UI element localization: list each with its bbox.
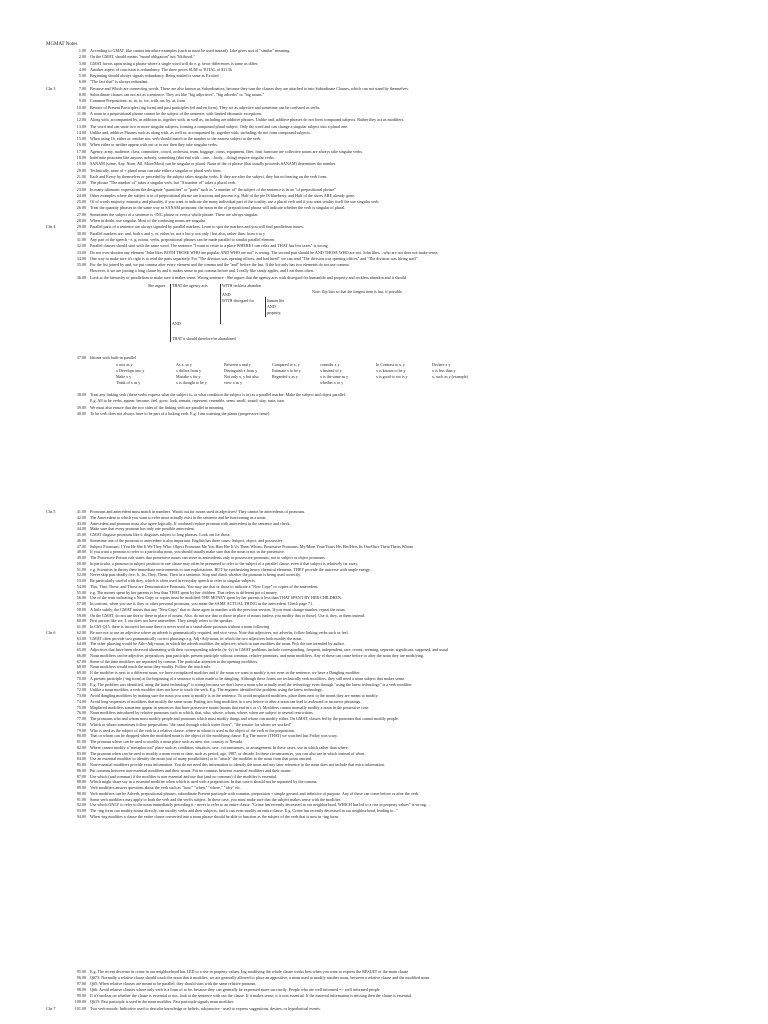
note-number: 55.00	[76, 589, 86, 595]
note-text: Treat the quantity phrases in the same way as SANAM pronouns: the noun in the of prepositional phrase will indicate whether the verb is singular of plural.	[90, 205, 346, 211]
note-text: A present participle (-ing form) at the beginning of a sentence is often made to be dangling. Although these forms are technically verb modifiers, they still need a noun subject that makes sense.	[90, 675, 406, 681]
note-number: 20.00	[76, 167, 86, 173]
note-number: 39.00	[76, 404, 86, 410]
note-number: 90.00	[76, 790, 86, 796]
note-text: Some of the time modifiers are separated by comma. The particular attention to the opening modifiers.	[90, 658, 259, 664]
idiom-cell: Make x y	[116, 374, 132, 379]
note-number: 52.00	[76, 572, 86, 578]
idiom-cell: Estimate x to be y	[272, 368, 301, 373]
note-number: 72.00	[76, 687, 86, 693]
note-text: Two verb moods: Indicative used to describe knowledge or beliefs, subjunctive - used to express suggestions, desires, or hypothetical events.	[90, 1005, 321, 1011]
idiom-cell: view x as y	[224, 380, 243, 385]
note-text: The other phrasing would be Adv+Adj+noun, in which the adverb modifies the adjective, which in turn modifies the noun. Pick the one intended by author.	[90, 641, 345, 647]
idiom-cell: x instead of y	[320, 368, 342, 373]
idiom-cell: Declare x y	[432, 362, 451, 367]
chapter-label: Chs 5	[46, 509, 56, 514]
note-text: E.g. All to be verbs, appear, become, feel, grow, look, remain, represent, resemble, seem, smell, sound, stay, taste, turn	[90, 398, 284, 404]
note-text: Put commas between non-essential modifiers and their nouns. Put no commas between essential modifiers and their nouns.	[90, 767, 292, 773]
notes-section-1b	[0, 392, 768, 417]
note-text: Beware of Present Participles (ing form) and past participles (ed and en form). They act as adjective and sometime can be confused as verbs.	[90, 104, 321, 110]
note-number: 32.00	[76, 243, 86, 249]
note-text: Because and Which are connecting words. These are also known as Subordinators, because they turn the clauses they are attached to into Subordinate Clauses, which can not stand by themselves.	[90, 85, 409, 91]
idiom-cell: whether x or y	[320, 380, 344, 385]
note-text: Who is used as the subject of the verb in a relative clause, where as whom is used as the object of the verb or the preposition.	[90, 727, 295, 733]
note-text: Indefinite pronouns like anyone, nobody, something (that end with ...one, ...body, ...thing) require singular verbs.	[90, 155, 275, 161]
note-number: 46.00	[76, 537, 86, 543]
note-number: 73.00	[76, 693, 86, 698]
note-number: 25.00	[76, 199, 86, 205]
note-number: 10.00	[76, 104, 86, 110]
sketch-property: property,	[267, 310, 282, 315]
note-text: The pronouns who and whom must modify people and pronouns which must modify things and whose can modify either. On GMAT, classes led by the pronouns that cannot modify people.	[90, 716, 399, 721]
note-number: 61.00	[76, 624, 86, 629]
note-number: 44.00	[76, 526, 86, 532]
note-text: We must also ensure that the two sides of the linking verb are parallel in meaning.	[90, 404, 225, 410]
note-number: 28.00	[76, 218, 86, 224]
note-number: 31.00	[76, 236, 86, 242]
idiom-cell: Compared to x, y	[272, 362, 300, 367]
note-number: 67.00	[76, 658, 86, 664]
note-text: When using Or, either or, neither nor, verb should match in the number to the nearest subject to the verb.	[90, 136, 262, 142]
note-number: 16.00	[76, 142, 86, 148]
note-number: 4.00	[78, 66, 86, 72]
idiom-cell: x differs from y	[176, 368, 202, 373]
note-number: 41.00	[76, 509, 86, 514]
note-text: Parallel parts of a sentence are always signaled by parallel markers. Learn to spot the markers and you will find parallelism issues.	[90, 224, 304, 230]
note-text: Use which ONLY to refer to the noun immediately preceding it - never to refer to an entire clause. "Crime has recently decreased in our neighborhood, WHICH has led to a rise in property values" is wrong.	[90, 802, 427, 808]
note-text: Of of words majority, minority, and plurality, if you want to indicate the many individual part of the totality, use a plural verb and if you want totality itself the use singular verb.	[90, 199, 380, 205]
note-text: Do not over-shorten any element "John likes BOTH THOSE WHO are popular AND WHO are not" is wrong. The second part should be AND THOSE WHO are not. John likes... who are not does not make sense.	[90, 249, 439, 255]
note-text: Any part of the speech - e. g. nouns, verbs, prepositional phrases can be made parallel to similar parallel element.	[90, 236, 276, 242]
note-number: 56.00	[76, 595, 86, 601]
note-text: Avoid dangling modifiers by making sure the noun you want to modify is in the sentence. To avoid misplaced modifiers, place them next to the nouns they are meant to modify.	[90, 693, 379, 698]
note-text: Noun modifiers can be adjective, preposition, past participle, present participle without commas, relative pronouns, and noun modifiers. Any of these can come before or after the noun they are modifying.	[90, 652, 424, 658]
note-number: 26.00	[76, 205, 86, 211]
note-text: Use an essential modifier to identify the noun (out of many possibilities) or to "attach" the modifier to the noun from that point onward.	[90, 756, 313, 762]
note-text: GMAT often provide two grammatically correct phrasings e.g. Adj+Adj+noun, in which the two adjectives both modify the noun.	[90, 635, 303, 641]
note-text: The Antecedent to which you want to refer must actually exist in the sentence and be functioning as a noun.	[90, 514, 267, 520]
note-number: 82.00	[76, 744, 86, 750]
note-text: Misplaced modifiers sometime appear in sentences that have possessive nouns (nouns that end in s or s'). Modifiers cannot normally modify a noun in the possessive case.	[90, 704, 370, 710]
sketch-note: Note: flip lists so that the longest item is last, if possible.	[312, 289, 403, 294]
note-number: 97.00	[76, 981, 86, 987]
note-number: 64.00	[76, 641, 86, 647]
note-text: Which or whom sometimes follow prepositions "the canal through which water flows", "the senator for whom we worked"	[90, 721, 292, 727]
note-number: 77.00	[76, 716, 86, 721]
note-text: The phrase "The number of" takes a singular verb, but "A number of" takes a plural verb.	[90, 180, 237, 186]
notes-section-3	[0, 969, 768, 1012]
note-number: 18.00	[76, 155, 86, 161]
note-text: Sometime one of the pronoun or antecedent is also important. English has three cases: Subject, object, and possessive.	[90, 537, 284, 543]
note-number: 9.00	[78, 98, 86, 104]
note-number: 2.00	[78, 54, 86, 60]
idiom-cell: Distinguish x from y	[224, 368, 258, 373]
note-number: 89.00	[76, 785, 86, 790]
note-number: 45.00	[76, 532, 86, 537]
note-text: When either or neither appear with out or or nor then they take singular verbs.	[90, 142, 218, 148]
note-text: Q#6: Avoid relative clauses where only verb is a form of to be, because they can generally be expressed more succinctly. People who are well informed => well informed people	[90, 987, 380, 993]
note-text: Q#15: Past participle is used in the noun modifier. Past participle signals noun modifier.	[90, 999, 235, 1005]
note-number: 57.00	[76, 601, 86, 606]
note-row	[0, 275, 768, 281]
note-text: If you want a pronoun to refer to a particular noun, you should usually make sure that the noun is not in the possessive.	[90, 549, 285, 555]
note-number: 54.00	[76, 583, 86, 589]
note-text: Some verb modifiers may apply to both the verb and the verb's subject. In these case, you must make sure that the subject makes sense with the modifier.	[90, 796, 341, 802]
note-text: e.g. The money spent by her parents is less than THAT spent by her children. That refers to different pot of money.	[90, 589, 278, 595]
note-text: According to GMAT, like cannot introduce examples (such as must be used instead). Like gives sort of "similar" meaning.	[90, 48, 291, 53]
note-text: Q#73: Normally a relative clause should touch the noun that it modifies, we are generally allowed to place an appositive, a noun used to modify another noun, between a relative clause and the modified noun.	[90, 975, 431, 981]
note-text: Q#5: When relative clauses are meant to be parallel, they should start with the same relative pronoun.	[90, 981, 257, 987]
note-number: 79.00	[76, 727, 86, 733]
note-number: 7.00	[78, 85, 86, 91]
chapter-label: Chs 3	[46, 85, 56, 91]
note-text: Look at the hierarchy of parallelism to make sure it makes sense. Wrong sentence : She argues that the agency acts with disregard for humanlife and property and reckless abandon and it should	[90, 274, 406, 280]
note-text: The -ing form can modify nouns directly, can modify verbs and their subjects, and it can even modify an entire clause. E.g. Crime has recently decreased in our neighborhood, leading to..."	[90, 808, 399, 813]
note-text: When in doubt, use singular. Most of the confusing nouns are singular.	[90, 218, 206, 224]
sketch-with-1: WITH reckless abandon	[222, 283, 261, 288]
sketch-bracket-3	[170, 284, 171, 342]
idiom-cell: Think of x as y	[116, 380, 141, 385]
sketch-that: THAT the agency acts	[172, 283, 208, 288]
note-text: Use of the term indicating a New Copy or copies must be modified. THE MONEY spent by her parents is less than THAT SPENT BY HER CHILDREN.	[90, 595, 342, 601]
note-number: 63.00	[76, 635, 86, 641]
note-number: 100.00	[74, 999, 86, 1005]
idiom-cell: Regarded x as y	[272, 374, 298, 379]
note-number: 80.00	[76, 733, 86, 739]
note-number: 24.00	[76, 192, 86, 198]
note-number: 15.00	[76, 136, 86, 142]
idiom-cell: x is good to too is y	[376, 374, 408, 379]
idiom-cell: x acts as y	[116, 362, 133, 367]
note-text: Non-essential modifiers provide extra information. You do not need this information to identify the noun and any later reference to the noun does not include that extra information.	[90, 762, 385, 767]
note-number: 14.00	[76, 129, 86, 135]
chapter-label: Chs 7	[46, 1005, 56, 1011]
note-number: 30.00	[76, 230, 86, 236]
note-number: 91.00	[76, 796, 86, 802]
note-number: 38.00	[76, 392, 86, 397]
idiom-cell: x is known to be y	[376, 368, 406, 373]
note-number: 22.00	[76, 180, 86, 186]
note-number: 86.00	[76, 767, 86, 773]
note-number: 3.00	[78, 60, 86, 66]
idiom-cell: In Contrast to x, y	[376, 362, 405, 367]
note-text: Unlike and, additive Phrases such as along with, as well as, accompanied by, together with, including, do not form compound subjects.	[90, 129, 311, 135]
idiom-cell: x is thought to be y	[176, 380, 207, 385]
chapter-label: Chs 4	[46, 224, 56, 230]
note-number: 51.00	[76, 566, 86, 572]
note-number: 83.00	[76, 750, 86, 756]
note-number: 21.00	[76, 173, 86, 179]
note-number: 99.00	[76, 993, 86, 999]
note-text: Parallel markers are: and, both x and y, or, either/or, not x but y, not only / but also, rather than, from x to y	[90, 230, 266, 236]
note-number: 42.00	[76, 514, 86, 520]
note-text: Another aspect of concision is redundancy. The three prices SUM to TOTAL of $11.5k	[90, 66, 233, 72]
sketch-that-2: THAT it should therefore be abandoned	[172, 336, 236, 341]
note-text: Unlike a noun modifier, a verb modifier does not have to touch the verb. E.g. The engineer identified the problem, using the latest technology.	[90, 687, 323, 693]
note-text: When -ing modifies a clause the entire clause converted into a noun phrase should be able to function as the subject of the verb that is now in -ing form.	[90, 813, 339, 819]
note-text: GMAT disguise pronouns like it disguises subject to long phrases. Look out for those.	[90, 532, 231, 537]
note-text: GMAT favors upon using a phrase where a single word will do e. g. favor differences is same as differ.	[90, 60, 259, 66]
note-text: One way to make sure it's right is to read the parts separately. For "The division was opening offices, and had hired" we can read "The division was opening offices" and "The division was hiring staff"	[90, 255, 418, 261]
note-number: 65.00	[76, 647, 86, 652]
note-text: Never skip past deadly five: It, Its, They, Them, Their in a sentence. Stop and check whether the pronoun is being used correctly.	[90, 572, 301, 578]
note-number: 50.00	[76, 560, 86, 566]
note-number: 81.00	[76, 739, 86, 744]
note-text: On the GMAT, do not use this or these in place of nouns. Also, do not use that or those in place of nouns (unless you modify that or those). Use it, they, or them instead.	[90, 612, 366, 618]
sketch-with-2: WITH disregard for	[222, 298, 254, 303]
note-text: To be verb does not always have to be part of a linking verb. E.g. I am watering the plants (progressive tense)	[90, 410, 270, 416]
note-number: 78.00	[76, 721, 86, 727]
note-number: 60.00	[76, 618, 86, 624]
note-text: Where cannot modify a "metaphorical" place such as condition, situation, case, circumstances, or arrangement. In these cases, use in which rather than where.	[90, 744, 349, 750]
note-text: Other examples where the subject is in of prepositional phrase are fractions and percent e.g. Half of the pie IS blueberry, and Half of the shoes ARE already gone.	[90, 192, 356, 198]
sketch-and-3: AND	[172, 321, 181, 326]
note-text: If the modifier is next to a different noun, we have a misplaced modifier and if the noun we want to modify is not even in the sentence, we have a Dangling modifier.	[90, 670, 361, 675]
note-number: 53.00	[76, 578, 86, 583]
note-text: The pronoun where can be used to modify a noun place such as area, site, country or Nevada.	[90, 739, 244, 744]
idiom-cell: As x, so y	[176, 362, 193, 367]
note-number: 35.00	[76, 262, 86, 268]
note-text: Subject Pronouns: I You He She It We They Who; Object Pronouns Me You Him Her It Us Them Whom; Possessive Pronouns: My/Mine Your/Yours His Her/Hers Its Our/Ours Their/Theirs Whose	[90, 543, 414, 549]
note-number: 47.00	[76, 543, 86, 549]
notes-section-2	[0, 509, 768, 820]
note-text: First person like we, I, our does not have antecedent. They simply refers to the speaker.	[90, 618, 233, 624]
document-title: MGMAT Notes	[46, 42, 78, 47]
note-text: Noun modifiers would touch the noun they modify. Follow the touch rule.	[90, 664, 212, 670]
note-number: 75.00	[76, 704, 86, 710]
note-number: 96.00	[76, 975, 86, 981]
note-number: 98.00	[76, 987, 86, 993]
note-text: The pronoun when can be used to modify a noun event or time, such as period, age, 1987, or decade. In these circumstances, you can also use in which instead of when.	[90, 750, 366, 756]
note-number: 49.00	[76, 555, 86, 560]
note-text: In many idiomatic expressions the designate "quantities" or "parts" such as "a number of" the subject of the sentence is in an "of prepositional phrase"	[90, 186, 336, 192]
sketch-and-2: AND	[267, 304, 276, 309]
note-text: If it's unclear on whether the clause is essential or not, look at the sentence with out the clause. If it makes sense, it is non essential. If the material information is missing then the clause is essential.	[90, 993, 413, 999]
note-number: 68.00	[76, 664, 86, 670]
note-number: 94.00	[76, 813, 86, 819]
note-text: Pronouns and antecedent must match in numbers. Watch out for nouns used as adjectives! They cannot be antecedents of pronouns.	[90, 509, 306, 514]
idioms-heading-number: 37.00	[76, 355, 86, 360]
chapter-label: Chs 6	[46, 629, 56, 635]
note-number: 58.00	[76, 606, 86, 612]
note-text: The word and can unite two or more singular subjects, forming a compound plural subject. Only the word and can change a singular subject into a plural one.	[90, 123, 349, 129]
note-number: 1.00	[78, 48, 86, 53]
note-text: Which might share say in a essential modifier when which is used with a preposition. In that case it should not be separated by the comma.	[90, 779, 318, 785]
note-number: 85.00	[76, 762, 86, 767]
note-number: 36.00	[76, 274, 86, 280]
idiom-cell: x is less than y	[432, 368, 456, 373]
note-number: 12.00	[76, 117, 86, 123]
sketch-and-1: AND	[222, 292, 231, 297]
note-number: 70.00	[76, 675, 86, 681]
note-number: 76.00	[76, 710, 86, 716]
parallelism-sketch	[0, 283, 768, 355]
note-text: Each and Every by themselves or preceded by the subject takes singular verbs. If they are after the subject, they has no bearing on the verb form.	[90, 173, 328, 179]
note-number: 87.00	[76, 773, 86, 779]
note-number: 101.00	[74, 1005, 86, 1011]
note-text: In Ch5-Q15, there is incorrect because there is never used as a stand-alone pronoun without a noun following.	[90, 624, 271, 629]
note-number: 5.00	[78, 73, 86, 79]
note-number: 92.00	[76, 802, 86, 808]
note-text: Use which (and commas) if the modifier is non essential and use that (and no commas) if the modifier is essential.	[90, 773, 278, 779]
note-row	[0, 814, 768, 820]
note-text: e.g. Scientists in theory their immediate environments to turn exploitations, BUT by synthesizing heavy chemical elements, THEY provide the universe with ample energy.	[90, 566, 371, 572]
note-number: 62.00	[76, 629, 86, 635]
note-number: 71.00	[76, 681, 86, 687]
note-text: Antecedent and pronoun must also agree logically. If confused replace pronoun with antecedent in the sentence and check.	[90, 520, 291, 526]
note-text: Avoid long sequences of modifiers that modify the same noun. Putting two long modifiers in a row before or after a noun can lead to awkward or incorrect phrasings.	[90, 698, 362, 704]
note-row	[0, 411, 768, 417]
note-number: 19.00	[76, 161, 86, 167]
note-number: 66.00	[76, 652, 86, 658]
note-number: 43.00	[76, 520, 86, 526]
note-number: 88.00	[76, 779, 86, 785]
note-number: 40.00	[76, 410, 86, 416]
note-number: 11.00	[76, 110, 86, 116]
note-text: Noun modifiers introduced by relative pronouns such as which, that, who, whose, whom, where, when are subject to several restrictions.	[90, 710, 314, 716]
note-text: SANAM (some, Any, None, All, More/Most) can be singular or plural. Noun of the of phrase (that usually proceeds SANAM) determines the number.	[90, 161, 337, 167]
note-number: 27.00	[76, 211, 86, 217]
note-text: Verb modifiers answer questions about the verb such as "how," "when," "where," "why" etc.	[90, 785, 242, 790]
note-text: "The fact that" is always redundant	[90, 79, 148, 85]
note-text: In contrast, when you use it, they or other personal pronouns, you mean the SAME ACTUAL THING as the antecedent. Check page 71.	[90, 601, 314, 606]
note-text: This, That, These, and Those are Demonstrative Pronouns. You may use that or those to indicate a "New Copy" or copies of the antecedent.	[90, 583, 319, 589]
note-text: Be sure not to use an adjective where an adverb is grammatically required, and vice versa. Note that adjectives, not adverbs, follow linking verbs such as feel.	[90, 629, 349, 635]
note-row	[0, 1006, 768, 1012]
idiom-cell: x, such as y (example)	[432, 374, 468, 379]
idioms-heading-text: Idioms with built-in parallel	[90, 355, 137, 360]
note-number: 95.00	[76, 969, 86, 974]
note-text: Agency, army, audience, class, committee, crowd, orchestra, team, baggage, citrus, equipment, fleet, fruit furniture are collective nouns are always take singular verbs.	[90, 148, 363, 154]
note-number: 17.00	[76, 148, 86, 154]
note-text: Be particularly careful with they, which is often used in everyday speech to refer to singular subjects.	[90, 578, 256, 583]
note-number: 29.00	[76, 224, 86, 230]
note-text: Subordinate clauses can not act as a sentence. They act like "big adjectives", "big adverbs" or "big nouns."	[90, 92, 265, 98]
idiom-cell: x Develops into y	[116, 368, 145, 373]
note-number: 13.00	[76, 123, 86, 129]
note-text: Verb modifiers can be Adverb, prepositional phrases, subordinate Present participle with commas, preposition + simple gerund, and infinitive of purpose. Any of these can come before or after the verb.	[90, 790, 420, 796]
note-text: Technically, none of + plural noun can take either a singular or plural verb form.	[90, 167, 222, 173]
note-text: Parallel clauses should start with the same word. The sentence "I want to retire to a place WHERE I can relax and THAT has low taxes" is wrong.	[90, 243, 329, 249]
idiom-cell: consider x y	[320, 362, 340, 367]
note-number: 59.00	[76, 612, 86, 618]
notes-section-1	[0, 48, 768, 281]
note-text: The Possessive Poison rule states that possessive nouns can serve as antecedents only to possessive pronouns, not to subject or object pronouns.	[90, 555, 326, 560]
note-text: On the GMAT, should means "moral obligation" not "likihood."	[90, 54, 195, 60]
note-number: 84.00	[76, 756, 86, 762]
sketch-bracket-1	[220, 284, 221, 324]
note-text: Along with, accompanied by, in addition to, together with, as well as, including are additive phrases. Unlike and, additive phrases do not form compound subjects. Rather they act as modifiers.	[90, 117, 405, 123]
note-number: 93.00	[76, 808, 86, 813]
sketch-human-life: human life	[267, 298, 285, 303]
idioms-heading-row	[0, 355, 768, 361]
idiom-cell: Mistake x for y	[176, 374, 201, 379]
sketch-bracket-2	[265, 297, 266, 317]
note-text: E.g. The recent decrease in crime in our neighborhood has LED to a rise in property values. Ing modifying the whole clause works best when you want to express the RESULT of the main clause	[90, 969, 409, 974]
note-text: A noun in a prepositional phrase cannot be the subject of the sentence, with limited idiomatic exceptions.	[90, 110, 263, 116]
note-text: That or whom can be dropped when the modified noun is the object of the modifying clause. E.g The movie (THAT) we watched last Friday was scary.	[90, 733, 338, 739]
note-text: E.g. The problem was identified, using the latest technology" is wrong because we don't have a noun who actually used the technology even through "using the latest technology" is a verb modifier.	[90, 681, 413, 687]
note-text: Adjectives that have been observed alternating with their corresponding adverbs (ie -ly) in GMAT problems include corresponding, frequent, independent, rare, recent, seeming, separate, significant, supposed, and usual	[90, 647, 448, 652]
note-number: 48.00	[76, 549, 86, 555]
note-number: 33.00	[76, 249, 86, 255]
idiom-cell: Not only x, y but also	[224, 374, 259, 379]
note-text: A little subtly, the GMAT insists that any "New Copy" that or those agree in number with the previous version. If you must change number, repeat the noun.	[90, 606, 346, 612]
note-number: 69.00	[76, 670, 86, 675]
note-text: For the list joined by and, we put comma after every element and the comma and the "and" before the last. If the list only has two elements do not use comma.	[90, 262, 350, 268]
note-text: Sometimes the subject of a sentence is -ING phrase or even a whole phrase. These are always singular.	[90, 211, 259, 217]
note-text: In particular, a pronoun in subject position in one clause may often be presumed to refer to the subject of a parallel clause, even if that subject is relatively far away.	[90, 560, 359, 566]
note-number: 74.00	[76, 698, 86, 704]
note-text: Make sure that every pronoun has only one possible antecedent.	[90, 526, 195, 532]
note-text: However, if we are joining a long clause by and it makes sense to put comma before and. I really like candy apples, and I eat them often.	[90, 268, 314, 274]
note-number: 6.00	[78, 79, 86, 85]
sketch-lead: She argues	[148, 283, 166, 288]
idiom-cell: Between x and y	[224, 362, 251, 367]
note-number: 34.00	[76, 255, 86, 261]
note-text: Treat any linking verb (these verbs express what the subject is, or what condition the subject is in) as a parallel marker. Make the subject and object parallel.	[90, 392, 346, 397]
note-text: Common Prepositions: at, in, to, for, with, on, by, at, from	[90, 98, 186, 104]
idiom-cell: x is the same as y	[320, 374, 349, 379]
note-text: Beginning should always signals redundancy. Being misled is same as Excited	[90, 73, 219, 79]
note-number: 8.00	[78, 92, 86, 98]
note-number: 23.00	[76, 186, 86, 192]
